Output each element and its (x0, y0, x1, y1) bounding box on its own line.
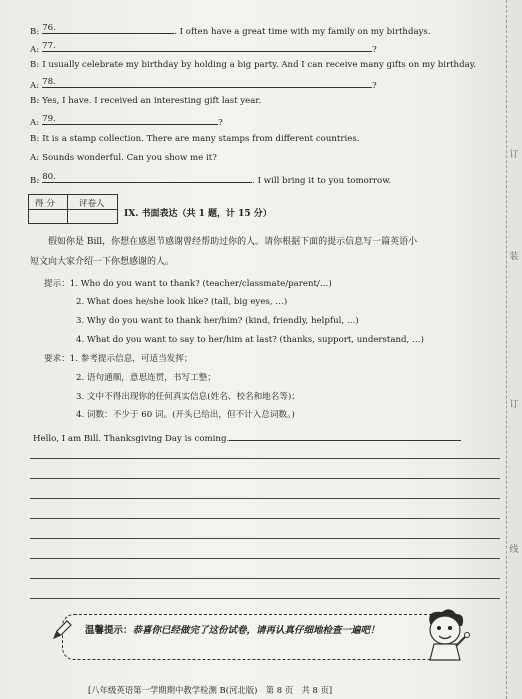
dialogue-text: Sounds wonderful. Can you show me it? (42, 153, 217, 163)
answer-blank-77[interactable] (42, 42, 372, 52)
essay-opening (33, 431, 461, 444)
dialogue-line-79 (30, 115, 223, 128)
dialogue-text: ? (218, 118, 223, 128)
pencil-icon (50, 618, 74, 642)
grader-label: 评卷人 (79, 199, 105, 209)
page-footer: [八年级英语第一学期期中教学检测 B(河北版) 第 8 页 共 8 页] (88, 685, 333, 695)
speaker-label: B: (30, 27, 40, 37)
dialogue-text: It is a stamp collection. There are many stamps from different countries. (42, 134, 360, 144)
binding-dashed-line (506, 0, 507, 699)
dialogue-line-77 (30, 42, 377, 55)
dialogue-text: ? (372, 45, 377, 55)
prompt-line-1: 假如你是 Bill，你想在感恩节感谢曾经帮助过你的人。请你根据下面的提示信息写一篇英语小 (48, 237, 418, 247)
grader-input-cell[interactable] (68, 210, 118, 224)
dialogue-line (30, 134, 359, 144)
binding-mark-middle: 装 (509, 252, 519, 262)
speaker-label: B: (30, 60, 40, 70)
question-number: 80. (42, 172, 56, 182)
writing-line[interactable] (30, 498, 500, 499)
requirement-item: 4. 词数：不少于 60 词。(开头已给出，但不计入总词数。) (76, 410, 295, 420)
score-label: 得 分 (35, 199, 55, 209)
hint-item: 4. What do you want to say to her/him at last? (thanks, support, understand, …) (76, 335, 424, 345)
score-input-cell[interactable] (29, 210, 66, 224)
dialogue-line-80 (30, 173, 391, 186)
dialogue-text: ? (372, 81, 377, 91)
question-number: 77. (42, 41, 56, 51)
score-box (28, 194, 118, 224)
tip-label: 温馨提示： (85, 625, 133, 636)
requirements-label: 要求： (44, 354, 70, 364)
tip-box (62, 614, 442, 660)
writing-line[interactable] (30, 578, 500, 579)
dialogue-text: Yes, I have. I received an interesting gift last year. (42, 96, 262, 106)
section-title: IX. 书面表达（共 1 题，计 15 分） (124, 209, 272, 219)
dialogue-text: I usually celebrate my birthday by holding a big party. And I can receive many gifts on my birthday. (42, 60, 477, 70)
dialogue-line (30, 60, 476, 70)
writing-line[interactable] (30, 458, 500, 459)
opening-text: Hello, I am Bill. Thanksgiving Day is coming. (33, 434, 230, 444)
writing-line[interactable] (30, 598, 500, 599)
requirement-item: 1. 参考提示信息，可适当发挥； (69, 354, 193, 364)
dialogue-line-78 (30, 78, 377, 91)
hints-label: 提示： (44, 279, 70, 289)
tip-text-block (85, 623, 425, 638)
dialogue-line (30, 96, 261, 106)
writing-line[interactable] (30, 478, 500, 479)
dialogue-line (30, 153, 217, 163)
tip-message: 恭喜你已经做完了这份试卷，请再认真仔细地检查一遍吧！ (132, 625, 380, 636)
question-number: 78. (42, 77, 56, 87)
answer-blank-76[interactable] (42, 24, 174, 34)
dialogue-line-76 (30, 24, 431, 37)
question-number: 76. (42, 23, 56, 33)
prompt-line-2: 短文向大家介绍一下你想感谢的人。 (30, 257, 175, 267)
speaker-label: A: (30, 153, 40, 163)
requirement-item: 3. 文中不得出现你的任何真实信息(姓名、校名和地名等)； (76, 392, 300, 402)
dialogue-text: . I will bring it to you tomorrow. (252, 176, 392, 186)
binding-mark-bottom: 线 (509, 545, 519, 555)
speaker-label: A: (30, 118, 40, 128)
writing-line[interactable] (30, 518, 500, 519)
cartoon-boy-icon (420, 606, 470, 662)
requirements-block (44, 354, 192, 364)
hint-item: 2. What does he/she look like? (tall, big eyes, …) (76, 297, 288, 307)
answer-blank-78[interactable] (42, 78, 372, 88)
hints-block (44, 279, 332, 289)
speaker-label: A: (30, 81, 40, 91)
speaker-label: B: (30, 134, 40, 144)
essay-blank-first[interactable] (229, 431, 461, 441)
question-number: 79. (42, 114, 56, 124)
binding-mark-lower: 订 (509, 400, 519, 410)
answer-blank-80[interactable] (42, 173, 252, 183)
requirement-item: 2. 语句通顺，意思连贯，书写工整； (76, 373, 216, 383)
binding-mark-top: 订 (509, 150, 519, 160)
answer-blank-79[interactable] (42, 115, 218, 125)
hint-item: 1. Who do you want to thank? (teacher/classmate/parent/…) (69, 279, 332, 289)
dialogue-text: . I often have a great time with my family on my birthdays. (174, 27, 431, 37)
speaker-label: B: (30, 96, 40, 106)
writing-line[interactable] (30, 538, 500, 539)
hint-item: 3. Why do you want to thank her/him? (kind, friendly, helpful, …) (76, 316, 359, 326)
speaker-label: B: (30, 176, 40, 186)
writing-line[interactable] (30, 558, 500, 559)
speaker-label: A: (30, 45, 40, 55)
